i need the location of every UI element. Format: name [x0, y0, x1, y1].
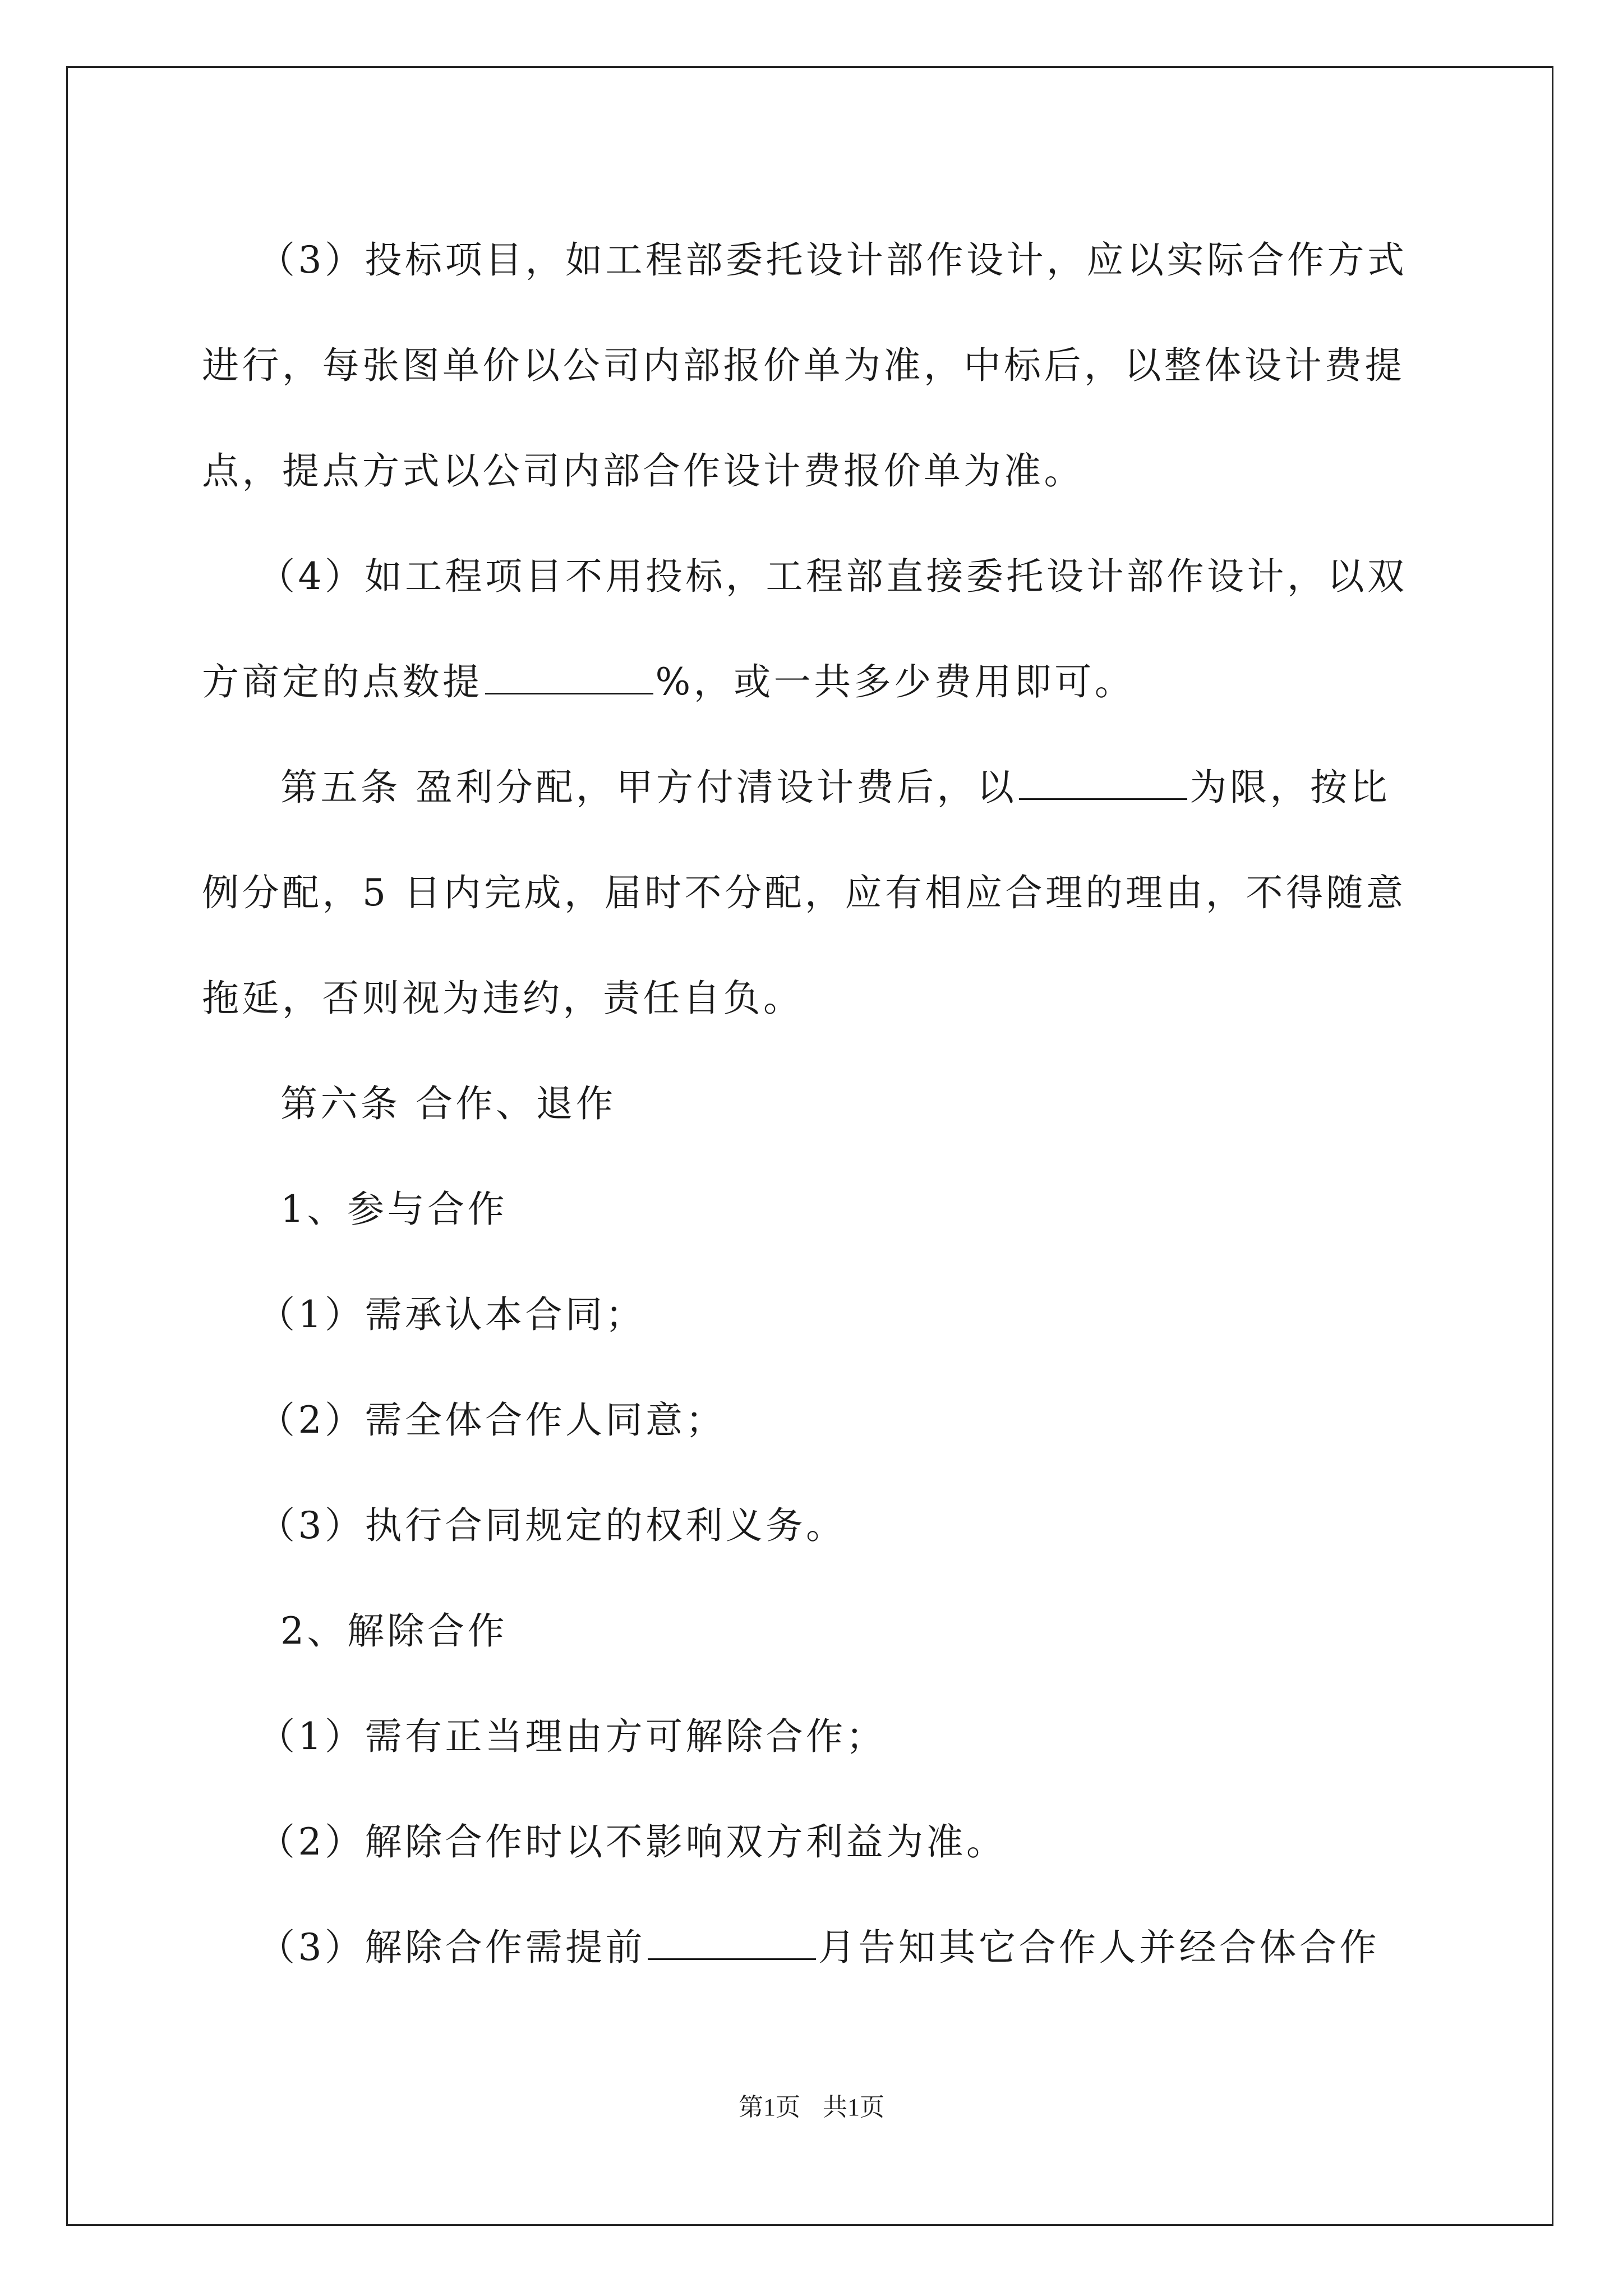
- text-run: （1）需承认本合同；: [258, 1293, 645, 1336]
- text-run: 为限，按比: [1189, 766, 1390, 809]
- paragraph-line: [202, 313, 1436, 418]
- paragraph-line: [202, 418, 1436, 524]
- list-item: [202, 1262, 1436, 1368]
- fill-in-blank: [1019, 765, 1187, 800]
- section-heading: [202, 1579, 1436, 1684]
- text-run: 第六条 合作、退作: [280, 1082, 616, 1125]
- text-run: 1、参与合作: [280, 1188, 508, 1231]
- paragraph-line: [202, 735, 1436, 840]
- article-heading: [202, 1051, 1436, 1157]
- fill-in-blank: [648, 1925, 816, 1960]
- text-run: 拖延，否则视为违约，责任自负。: [202, 977, 804, 1020]
- text-run: 进行，每张图单价以公司内部报价单为准，中标后，以整体设计费提: [202, 344, 1405, 387]
- text-run: 点，提点方式以公司内部合作设计费报价单为准。: [202, 449, 1084, 493]
- text-run: 2、解除合作: [280, 1609, 508, 1653]
- text-run: %，或一共多少费用即可。: [655, 660, 1135, 703]
- list-item: [202, 1895, 1436, 2000]
- text-run: （2）解除合作时以不影响双方利益为准。: [258, 1820, 1007, 1864]
- text-run: （2）需全体合作人同意；: [258, 1398, 726, 1442]
- text-run: （4）如工程项目不用投标，工程部直接委托设计部作设计，以双: [258, 555, 1408, 598]
- paragraph-line: [202, 208, 1436, 313]
- text-run: 月告知其它合作人并经合体合作: [818, 1926, 1380, 1969]
- text-run: （3）执行合同规定的权利义务。: [258, 1504, 846, 1547]
- paragraph-line: [202, 840, 1436, 946]
- text-run: （1）需有正当理由方可解除合作；: [258, 1715, 886, 1758]
- paragraph-line: [202, 629, 1436, 735]
- page-footer: [0, 2087, 1623, 2123]
- document-body: [202, 208, 1436, 2000]
- text-run: 方商定的点数提: [202, 660, 483, 703]
- fill-in-blank: [485, 659, 653, 694]
- page-total: 共1页: [823, 2093, 884, 2121]
- paragraph-line: [202, 524, 1436, 629]
- list-item: [202, 1473, 1436, 1579]
- text-run: 第五条 盈利分配，甲方付清设计费后，以: [280, 766, 1017, 809]
- list-item: [202, 1684, 1436, 1789]
- paragraph-line: [202, 946, 1436, 1051]
- text-run: （3）解除合作需提前: [258, 1926, 645, 1969]
- list-item: [202, 1368, 1436, 1473]
- page-number: 第1页: [739, 2093, 800, 2121]
- text-run: （3）投标项目，如工程部委托设计部作设计，应以实际合作方式: [258, 238, 1408, 282]
- section-heading: [202, 1157, 1436, 1262]
- list-item: [202, 1789, 1436, 1895]
- text-run: 例分配，5 日内完成，届时不分配，应有相应合理的理由，不得随意: [202, 871, 1407, 914]
